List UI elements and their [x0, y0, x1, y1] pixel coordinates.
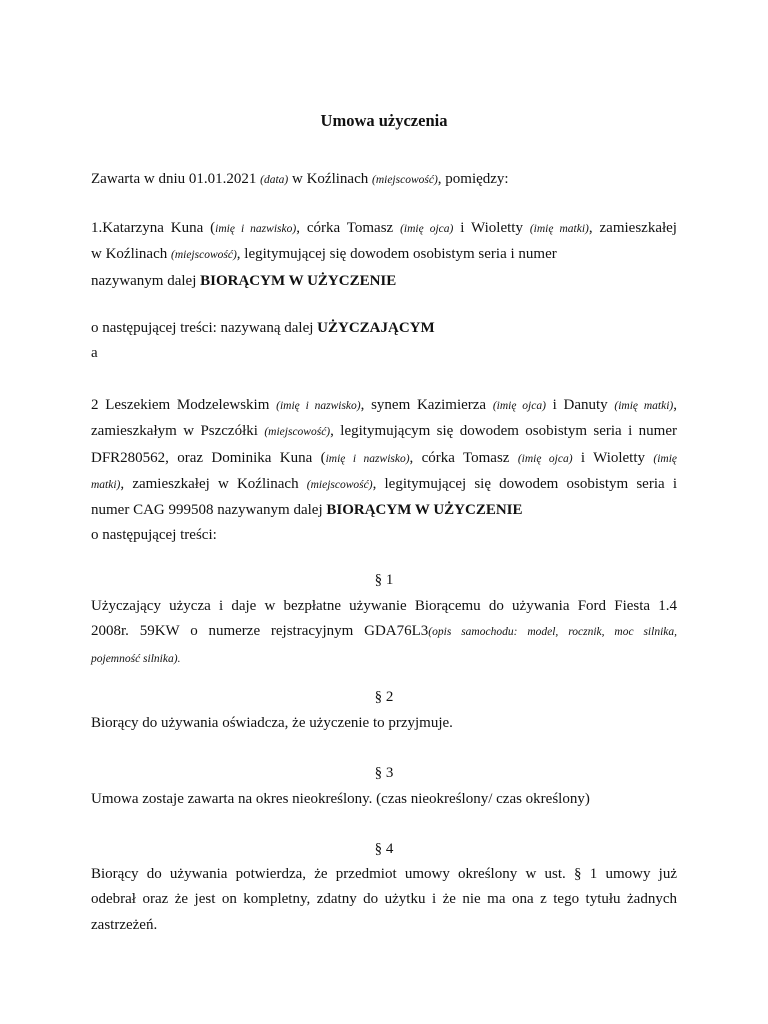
party2-second-mother-note-a: (imię — [653, 452, 678, 465]
party2-second-name-note: imię i nazwisko) — [325, 452, 410, 465]
party1-id-text: , legitymującej się dowodem osobistym seria i numer — [236, 246, 557, 263]
section4-line2: odebrał oraz że jest on kompletny, zdatny do użytku i że nie ma ona z tego tytułu żadnych — [91, 891, 677, 908]
section3-heading: § 3 — [374, 765, 394, 781]
party1-mother-note: (imię matki) — [529, 223, 589, 235]
party2-name-note: (imię i nazwisko) — [276, 400, 361, 412]
party2-second-residence-note: (miejscowość) — [306, 478, 373, 491]
party1-line1 — [91, 216, 677, 242]
intro-paragraph — [91, 167, 677, 193]
intro-prefix: Zawarta w dniu 01.01.2021 — [91, 171, 261, 187]
place-note: (miejscowość) — [371, 174, 438, 186]
party2-father: , synem Kazimierza — [360, 397, 493, 413]
section1-line3 — [91, 646, 677, 672]
party2-id-number: numer CAG 999508 nazywanym dalej — [91, 502, 327, 519]
intro-suffix: , pomiędzy: — [437, 171, 509, 187]
section1-period: . — [177, 652, 181, 665]
party1-line2 — [91, 242, 677, 268]
party2-closing: o następującej treści: — [91, 527, 217, 544]
party2-second-father-note: (imię ojca) — [517, 452, 573, 465]
party2-second-mother: i Wioletty — [572, 449, 654, 466]
party2-second-father: , córka Tomasz — [409, 449, 518, 466]
section1-car-note-end: pojemność silnika) — [91, 652, 178, 665]
party2-line1 — [91, 393, 677, 419]
section2-body — [91, 711, 677, 736]
section1-car-note: (opis samochodu: model, rocznik, moc silnika, — [428, 626, 677, 639]
party2-paragraph — [91, 393, 677, 549]
section1-line2 — [91, 619, 677, 645]
section4-line3: zastrzeżeń. — [91, 916, 158, 933]
party2-father-note: (imię ojca) — [492, 400, 546, 412]
intro-mid: w Koźlinach — [288, 171, 372, 187]
date-note: (data) — [260, 174, 289, 186]
party2-name: 2 Leszekiem Modzelewskim — [91, 397, 277, 413]
party1-father-note: (imię ojca) — [400, 223, 454, 235]
party2-line3 — [91, 446, 677, 472]
party2-line4 — [91, 472, 677, 498]
party2-mother-note: (imię matki) — [614, 400, 674, 412]
conjunction-a: a — [91, 345, 98, 362]
party2-id-and-second: DFR280562, oraz Dominika Kuna ( — [91, 449, 326, 466]
party2-line5 — [91, 498, 677, 523]
section1-heading: § 1 — [374, 572, 394, 588]
lender-paragraph — [91, 316, 677, 367]
section4-body — [91, 862, 677, 938]
section3-text: Umowa zostaje zawarta na okres nieokreślony. (czas nieokreślony/ czas określony) — [91, 791, 590, 807]
party2-mother: i Danuty — [545, 397, 615, 413]
party2-line2 — [91, 419, 677, 445]
party2-comma: , — [673, 397, 678, 413]
section1-body — [91, 594, 677, 672]
party2-second-mother-note-b: matki) — [91, 478, 121, 491]
party1-town-note: (miejscowość) — [170, 249, 237, 262]
party1-mother: i Wioletty — [453, 220, 530, 236]
section1-car: 2008r. 59KW o numerze rejstracyjnym GDA76L3 — [91, 623, 429, 640]
party2-role: BIORĄCYM W UŻYCZENIE — [326, 502, 523, 519]
party1-town: w Koźlinach — [91, 246, 171, 263]
party1-role: BIORĄCYM W UŻYCZENIE — [200, 272, 397, 289]
document-title: Umowa użyczenia — [320, 111, 448, 130]
section4-heading: § 4 — [374, 841, 394, 857]
party1-name: 1.Katarzyna Kuna ( — [91, 220, 216, 236]
party2-second-residence: , zamieszkałej w Koźlinach — [120, 475, 307, 492]
party1-name-note: imię i nazwisko) — [215, 223, 297, 235]
section2-text: Biorący do używania oświadcza, że użyczenie to przyjmuje. — [91, 715, 453, 731]
party1-paragraph — [91, 216, 677, 294]
party2-residence: zamieszkałym w Pszczółki — [91, 423, 265, 440]
lender-text: o następującej treści: nazywaną dalej — [91, 320, 318, 336]
section2-heading: § 2 — [374, 689, 394, 705]
party2-residence-note: (miejscowość) — [264, 426, 331, 439]
party1-called: nazywanym dalej — [91, 272, 201, 289]
party2-id-text: , legitymującym się dowodem osobistym seria i numer — [330, 423, 678, 440]
party1-residence-start: , zamieszkałej — [588, 220, 677, 236]
section1-line1: Użyczający użycza i daje w bezpłatne używanie Biorącemu do używania Ford Fiesta 1.4 — [91, 598, 677, 614]
party1-father: , córka Tomasz — [296, 220, 401, 236]
party1-line3 — [91, 269, 677, 294]
lender-role: UŻYCZAJĄCYM — [317, 320, 435, 336]
section3-body — [91, 787, 677, 812]
section4-line1: Biorący do używania potwierdza, że przedmiot umowy określony w ust. § 1 umowy już — [91, 866, 677, 882]
party2-second-id-text: , legitymującej się dowodem osobistym seria i — [372, 475, 677, 492]
